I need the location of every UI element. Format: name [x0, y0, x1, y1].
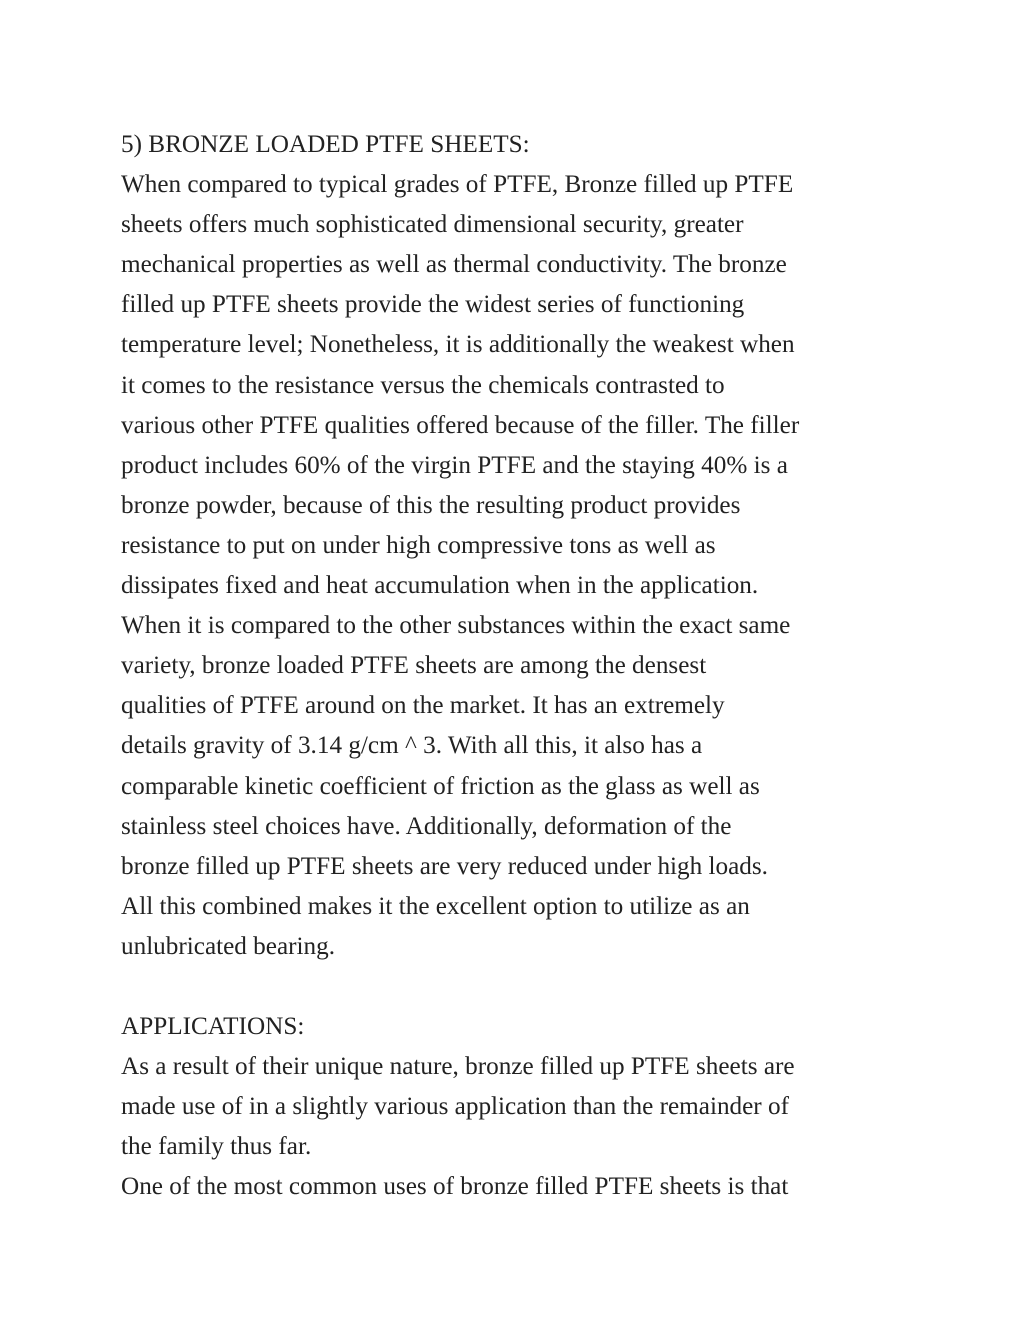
paragraph-line: filled up PTFE sheets provide the widest series of functioning	[121, 291, 745, 319]
paragraph-line: mechanical properties as well as thermal conductivity. The bronze	[121, 251, 787, 279]
paragraph-line: unlubricated bearing.	[121, 932, 336, 960]
paragraph-line: One of the most common uses of bronze filled PTFE sheets is that	[121, 1173, 789, 1201]
paragraph-line: comparable kinetic coefficient of friction as the glass as well as	[121, 772, 760, 800]
paragraph-line: it comes to the resistance versus the chemicals contrasted to	[121, 371, 725, 399]
paragraph-line: bronze powder, because of this the resulting product provides	[121, 491, 741, 519]
section-heading-bronze-loaded: 5) BRONZE LOADED PTFE SHEETS:	[121, 131, 530, 158]
paragraph-line: product includes 60% of the virgin PTFE and the staying 40% is a	[121, 451, 788, 479]
paragraph-line: resistance to put on under high compressive tons as well as	[121, 531, 716, 559]
paragraph-line: variety, bronze loaded PTFE sheets are among the densest	[121, 652, 707, 680]
paragraph-line: All this combined makes it the excellent option to utilize as an	[121, 892, 750, 920]
paragraph-line: qualities of PTFE around on the market. It has an extremely	[121, 692, 725, 720]
paragraph-line: various other PTFE qualities offered because of the filler. The filler	[121, 411, 800, 439]
section-heading-applications: APPLICATIONS:	[121, 1013, 305, 1041]
paragraph-spacer	[121, 967, 921, 1007]
paragraph-line: bronze filled up PTFE sheets are very reduced under high loads.	[121, 852, 768, 880]
paragraph-line: As a result of their unique nature, bronze filled up PTFE sheets are	[121, 1053, 795, 1081]
paragraph-line: sheets offers much sophisticated dimensional security, greater	[121, 211, 744, 239]
paragraph-line: temperature level; Nonetheless, it is additionally the weakest when	[121, 331, 795, 359]
paragraph-line: When it is compared to the other substances within the exact same	[121, 612, 791, 640]
paragraph-line: made use of in a slightly various application than the remainder of	[121, 1093, 789, 1121]
document-page	[121, 125, 921, 1208]
paragraph-line: stainless steel choices have. Additionally, deformation of the	[121, 812, 732, 840]
paragraph-line: details gravity of 3.14 g/cm ^ 3. With all this, it also has a	[121, 732, 703, 760]
paragraph-line: dissipates fixed and heat accumulation when in the application.	[121, 572, 759, 600]
paragraph-line: When compared to typical grades of PTFE, Bronze filled up PTFE	[121, 171, 794, 199]
paragraph-line: the family thus far.	[121, 1133, 312, 1161]
